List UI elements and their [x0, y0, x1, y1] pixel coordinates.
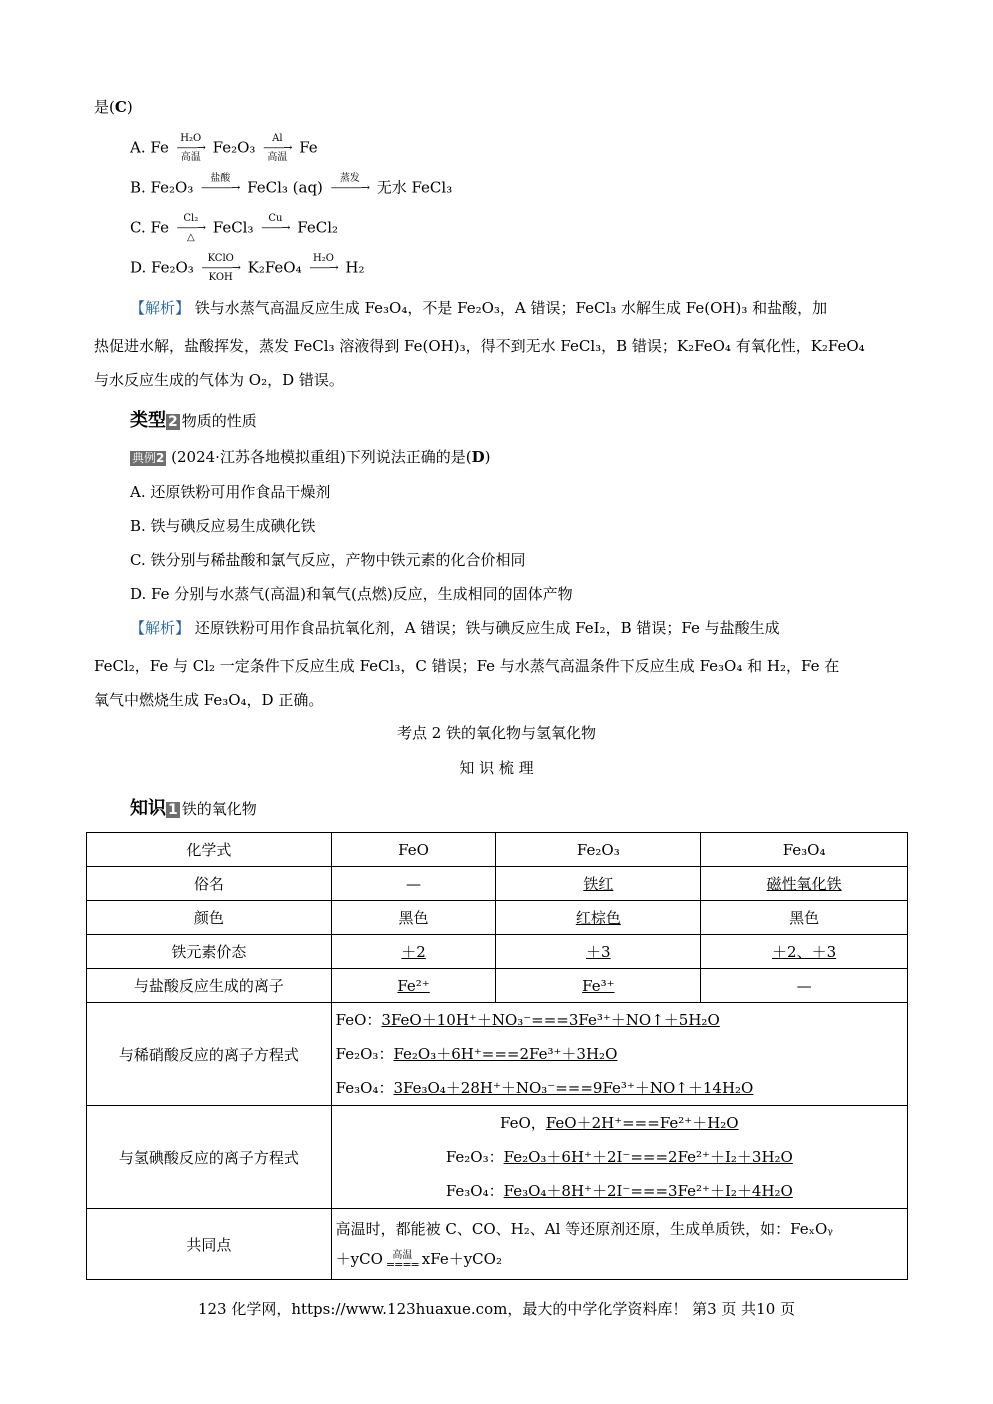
arrow-condition-top: Cu — [268, 213, 283, 224]
option-d-label: D. Fe₂O₃ — [130, 258, 194, 277]
example-option: D. Fe 分别与水蒸气(高温)和氧气(点燃)反应，生成相同的固体产物 — [130, 585, 573, 603]
table-cell: ＋2、＋3 — [701, 935, 908, 969]
analysis-paragraph-line: FeCl₂，Fe 与 Cl₂ 一定条件下反应生成 FeCl₃，C 错误；Fe 与水蒸气高温条件下反应生成 Fe₃O₄ 和 H₂，Fe 在 — [94, 657, 840, 675]
arrow-condition-top: 盐酸 — [210, 173, 231, 184]
reaction-condition: 高温 ==== — [385, 1250, 419, 1271]
answer-letter: D — [471, 448, 485, 466]
equation-cell — [331, 1106, 907, 1209]
arrow-condition-top: 蒸发 — [339, 173, 360, 184]
analysis-text: 还原铁粉可用作食品抗氧化剂，A 错误；铁与碘反应生成 FeI₂，B 错误；Fe 与盐酸生成 — [194, 619, 780, 637]
equation-label: Fe₂O₃： — [335, 1045, 394, 1063]
arrow-condition-top: H₂O — [180, 133, 202, 144]
table-cell: 磁性氧化铁 — [701, 867, 908, 901]
option-b — [130, 174, 452, 203]
row-header: 化学式 — [87, 833, 332, 867]
option-c — [130, 214, 338, 243]
arrow-condition-top: Al — [272, 133, 283, 144]
table-cell: FeO — [331, 833, 496, 867]
table-cell: ＋2 — [331, 935, 496, 969]
equation-text: 3Fe₃O₄＋28H⁺＋NO₃⁻===9Fe³⁺＋NO↑＋14H₂O — [393, 1079, 754, 1097]
question-tail-text: 是( — [94, 98, 115, 116]
table-cell: 黑色 — [701, 901, 908, 935]
table-row — [87, 1003, 908, 1106]
equation-text: Fe₂O₃＋6H⁺===2Fe³⁺＋3H₂O — [393, 1045, 618, 1063]
analysis-paragraph-line: 与水反应生成的气体为 O₂，D 错误。 — [94, 371, 344, 389]
table-row — [87, 1209, 908, 1280]
row-header: 与氢碘酸反应的离子方程式 — [87, 1106, 332, 1209]
arrow-condition-bottom: △ — [186, 232, 195, 243]
common-cell — [331, 1209, 907, 1280]
equation-label: FeO， — [500, 1114, 546, 1132]
option-c-label: C. Fe — [130, 218, 169, 237]
reaction-arrow: Cu ——→ — [261, 213, 290, 234]
table-cell: 铁红 — [496, 867, 701, 901]
arrow-condition-top: Cl₂ — [183, 213, 199, 224]
reaction-arrow: H₂O ——→ 高温 — [176, 133, 205, 163]
question-tail — [94, 97, 133, 117]
option-d-end: H₂ — [345, 258, 365, 277]
reaction-arrow: H₂O ——→ — [309, 253, 338, 274]
page-footer: 123 化学网，https://www.123huaxue.com，最大的中学化学资料库！ 第3 页 共10 页 — [197, 1300, 796, 1318]
example-badge-text: 典例 — [132, 451, 157, 465]
reaction-arrow: Cl₂ ——→ △ — [176, 213, 205, 243]
table-cell: Fe³⁺ — [496, 969, 701, 1003]
equation-text: Fe₂O₃＋6H⁺＋2I⁻===2Fe²⁺＋I₂＋3H₂O — [503, 1148, 793, 1166]
example-stem-text: (2024·江苏各地模拟重组)下列说法正确的是( — [171, 448, 472, 466]
row-header: 与稀硝酸反应的离子方程式 — [87, 1003, 332, 1106]
common-line-part: xFe＋yCO₂ — [421, 1250, 502, 1268]
example-option: A. 还原铁粉可用作食品干燥剂 — [130, 483, 331, 501]
type-heading — [130, 406, 257, 432]
equation-label: Fe₂O₃： — [445, 1148, 504, 1166]
knowledge-number-badge: 1 — [168, 802, 178, 818]
arrow-condition-top: H₂O — [313, 253, 334, 264]
reaction-arrow: 盐酸 ———→ — [201, 173, 240, 194]
table-cell: 黑色 — [331, 901, 496, 935]
example-badge — [130, 451, 166, 466]
table-cell: — — [331, 867, 496, 901]
arrow-condition-bottom: 高温 — [267, 152, 288, 163]
section-subtitle: 知 识 梳 理 — [459, 759, 534, 777]
arrow-condition-top: 高温 — [392, 1250, 413, 1261]
example-badge-num: 2 — [156, 451, 165, 465]
type-heading-prefix: 类型 — [130, 410, 166, 431]
common-line-part: ＋yCO — [335, 1250, 383, 1268]
equation-label: Fe₃O₄： — [445, 1182, 504, 1200]
arrow-condition-bottom: 高温 — [180, 152, 201, 163]
type-number-badge: 2 — [168, 414, 178, 430]
arrow-condition-top: KClO — [207, 253, 234, 264]
equation-cell — [331, 1003, 907, 1106]
option-d-mid: K₂FeO₄ — [247, 258, 302, 277]
table-cell: Fe₂O₃ — [496, 833, 701, 867]
common-line — [336, 1244, 903, 1274]
iron-oxides-table — [86, 832, 908, 1280]
table-cell: Fe₃O₄ — [701, 833, 908, 867]
analysis-paragraph-line: 氧气中燃烧生成 Fe₃O₄，D 正确。 — [94, 691, 324, 709]
option-a — [130, 134, 318, 163]
reaction-arrow: 蒸发 ———→ — [330, 173, 369, 194]
option-c-mid: FeCl₃ — [212, 218, 254, 237]
knowledge-heading — [130, 794, 257, 820]
type-heading-title: 物质的性质 — [181, 412, 257, 430]
option-a-mid: Fe₂O₃ — [212, 138, 256, 157]
row-header: 俗名 — [87, 867, 332, 901]
analysis-paragraph-line — [130, 298, 827, 318]
option-b-label: B. Fe₂O₃ — [130, 178, 194, 197]
table-row — [87, 935, 908, 969]
table-row — [87, 833, 908, 867]
table-cell: Fe²⁺ — [331, 969, 496, 1003]
example-option: C. 铁分别与稀盐酸和氯气反应，产物中铁元素的化合价相同 — [130, 551, 526, 569]
table-cell: — — [701, 969, 908, 1003]
option-b-mid: FeCl₃ (aq) — [247, 178, 323, 197]
table-row — [87, 969, 908, 1003]
row-header: 共同点 — [87, 1209, 332, 1280]
row-header: 铁元素价态 — [87, 935, 332, 969]
knowledge-heading-title: 铁的氧化物 — [181, 800, 257, 818]
table-cell: 红棕色 — [496, 901, 701, 935]
answer-letter: C — [114, 98, 127, 116]
row-header: 与盐酸反应生成的离子 — [87, 969, 332, 1003]
option-a-label: A. Fe — [130, 138, 169, 157]
example-option: B. 铁与碘反应易生成碘化铁 — [130, 517, 316, 535]
option-c-end: FeCl₂ — [297, 218, 339, 237]
equation-text: Fe₃O₄＋8H⁺＋2I⁻===3Fe²⁺＋I₂＋4H₂O — [503, 1182, 793, 1200]
row-header: 颜色 — [87, 901, 332, 935]
reaction-arrow: Al ——→ 高温 — [263, 133, 292, 163]
table-row — [87, 1106, 908, 1209]
example-stem — [130, 447, 491, 467]
question-tail-close: ) — [126, 98, 133, 116]
table-cell: ＋3 — [496, 935, 701, 969]
option-d — [130, 254, 365, 283]
common-line: 高温时，都能被 C、CO、H₂、Al 等还原剂还原，生成单质铁，如：FeₓOᵧ — [335, 1220, 833, 1238]
option-a-end: Fe — [299, 138, 318, 157]
table-row — [87, 867, 908, 901]
equation-text: 3FeO＋10H⁺＋NO₃⁻===3Fe³⁺＋NO↑＋5H₂O — [381, 1011, 720, 1029]
option-b-end: 无水 FeCl₃ — [376, 178, 453, 197]
section-title: 考点 2 铁的氧化物与氢氧化物 — [396, 724, 597, 742]
equation-label: FeO： — [335, 1011, 382, 1029]
analysis-paragraph-line — [130, 618, 780, 638]
analysis-text: 铁与水蒸气高温反应生成 Fe₃O₄，不是 Fe₂O₃，A 错误；FeCl₃ 水解生成 Fe(OH)₃ 和盐酸，加 — [194, 299, 828, 317]
equation-label: Fe₃O₄： — [335, 1079, 394, 1097]
equation-text: FeO＋2H⁺===Fe²⁺＋H₂O — [545, 1114, 739, 1132]
knowledge-heading-prefix: 知识 — [130, 798, 166, 819]
analysis-tag: 【解析】 — [130, 619, 191, 637]
table-row — [87, 901, 908, 935]
arrow-condition-bottom: KOH — [208, 272, 233, 283]
analysis-paragraph-line: 热促进水解，盐酸挥发，蒸发 FeCl₃ 溶液得到 Fe(OH)₃，得不到无水 FeCl₃，B 错误；K₂FeO₄ 有氧化性，K₂FeO₄ — [94, 337, 865, 355]
analysis-tag: 【解析】 — [130, 299, 191, 317]
example-stem-close: ) — [484, 448, 491, 466]
reaction-arrow: KClO ———→ KOH — [201, 253, 240, 283]
